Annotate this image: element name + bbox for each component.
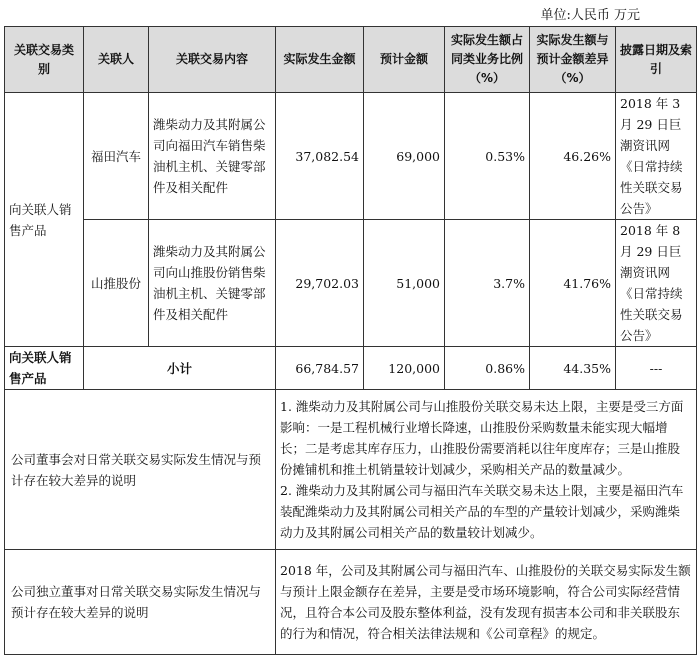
subtotal-category: 向关联人销售产品 — [5, 347, 84, 390]
header-estimate: 预计金额 — [364, 27, 445, 93]
party-cell: 山推股份 — [84, 220, 149, 347]
independent-note-label: 公司独立董事对日常关联交易实际发生情况与预计存在较大差异的说明 — [5, 550, 276, 655]
board-note-label: 公司董事会对日常关联交易实际发生情况与预计存在较大差异的说明 — [5, 390, 276, 550]
diff-cell: 41.76% — [530, 220, 616, 347]
table-row — [5, 93, 697, 220]
subtotal-estimate: 120,000 — [364, 347, 445, 390]
party-cell: 福田汽车 — [84, 93, 149, 220]
disclosure-cell: 2018 年 8 月 29 日巨潮资讯网《日常持续性关联交易公告》 — [616, 220, 697, 347]
board-note-row — [5, 390, 697, 550]
board-note-para-1: 1. 潍柴动力及其附属公司与山推股份关联交易未达上限，主要是受三方面影响：一是工程机械行业增长降速，山推股份采购数量未能实现大幅增长；二是考虑其库存压力，山推股份需要消耗以往年度库存；三是山推股份摊铺机和推土机销量较计划减少，采购相关产品的数量减少。 — [280, 399, 684, 477]
header-actual: 实际发生金额 — [276, 27, 364, 93]
board-note-text — [276, 390, 697, 550]
unit-label: 单位:人民币 万元 — [540, 8, 640, 23]
estimate-cell: 51,000 — [364, 220, 445, 347]
category-cell: 向关联人销售产品 — [5, 93, 84, 347]
table-row — [5, 220, 697, 347]
header-disclosure: 披露日期及索引 — [616, 27, 697, 93]
actual-cell: 37,082.54 — [276, 93, 364, 220]
independent-note-text: 2018 年，公司及其附属公司与福田汽车、山推股份的关联交易实际发生额与预计上限金额存在差异，主要是受市场环境影响，符合公司实际经营情况，且符合本公司及股东整体利益，没有发现有损害本公司和非关联股东的行为和情况，符合相关法律法规和《公司章程》的规定。 — [276, 550, 697, 655]
header-ratio: 实际发生额占同类业务比例（%） — [445, 27, 530, 93]
board-note-para-2: 2. 潍柴动力及其附属公司与福田汽车关联交易未达上限，主要是福田汽车装配潍柴动力及其附属公司相关产品的车型的产量较计划减少，采购潍柴动力及其附属公司相关产品的数量较计划减少。 — [280, 483, 684, 540]
header-content: 关联交易内容 — [149, 27, 276, 93]
subtotal-ratio: 0.86% — [445, 347, 530, 390]
actual-cell: 29,702.03 — [276, 220, 364, 347]
ratio-cell: 0.53% — [445, 93, 530, 220]
subtotal-row — [5, 347, 697, 390]
subtotal-label: 小计 — [84, 347, 276, 390]
estimate-cell: 69,000 — [364, 93, 445, 220]
ratio-cell: 3.7% — [445, 220, 530, 347]
header-diff: 实际发生额与预计金额差异（%） — [530, 27, 616, 93]
independent-note-row — [5, 550, 697, 655]
disclosure-cell: 2018 年 3 月 29 日巨潮资讯网《日常持续性关联交易公告》 — [616, 93, 697, 220]
content-cell: 潍柴动力及其附属公司向福田汽车销售柴油机主机、关键零部件及相关配件 — [149, 93, 276, 220]
subtotal-disclosure: --- — [616, 347, 697, 390]
related-transactions-table — [4, 26, 697, 655]
content-cell: 潍柴动力及其附属公司向山推股份销售柴油机主机、关键零部件及相关配件 — [149, 220, 276, 347]
header-party: 关联人 — [84, 27, 149, 93]
diff-cell: 46.26% — [530, 93, 616, 220]
header-row — [5, 27, 697, 93]
subtotal-actual: 66,784.57 — [276, 347, 364, 390]
subtotal-diff: 44.35% — [530, 347, 616, 390]
header-category: 关联交易类别 — [5, 27, 84, 93]
